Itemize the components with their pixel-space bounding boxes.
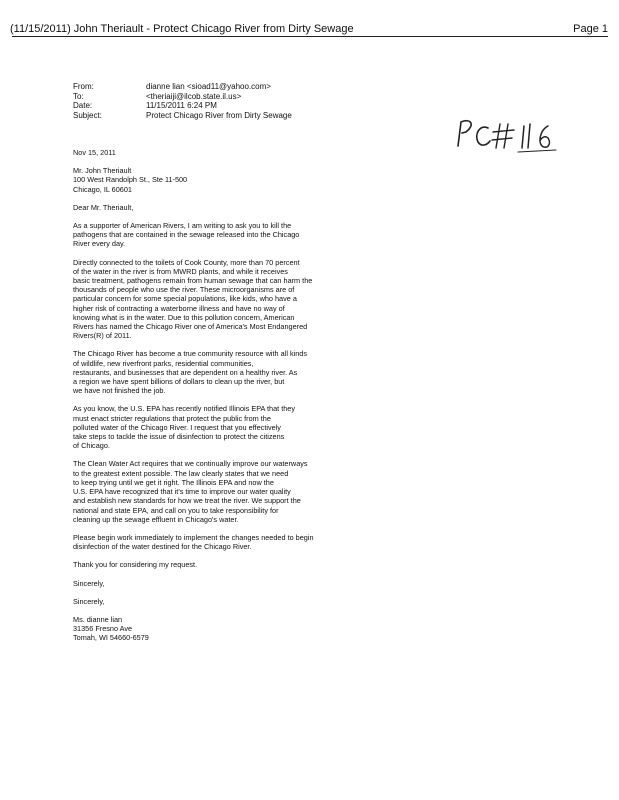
address-line: Chicago, IL 60601	[73, 184, 132, 194]
address-line: Mr. John Theriault	[73, 166, 132, 176]
date-label: Date:	[73, 101, 93, 110]
from-value: dianne lian <sioad11@yahoo.com>	[146, 82, 271, 91]
to-value: <theriaiji@ilcob.state.il.us>	[146, 91, 242, 101]
paragraph-line: U.S. EPA have recognized that it's time to improve our water quality	[73, 487, 291, 497]
paragraph-line: thousands of people who use the river. These microorganisms are of	[73, 285, 295, 295]
paragraph-line: As a supporter of American Rivers, I am writing to ask you to kill the	[73, 221, 292, 231]
paragraph-line: higher risk of contracting a waterborne illness and have no way of	[73, 303, 285, 313]
paragraph-1	[73, 221, 348, 249]
closing: Sincerely,	[73, 578, 105, 588]
header-divider	[12, 36, 608, 37]
paragraph-6	[73, 533, 348, 551]
paragraph-line: Rivers(R) of 2011.	[73, 331, 132, 341]
paragraph-line: polluted water of the Chicago River. I request that you effectively	[73, 422, 281, 432]
from-label: From:	[73, 82, 94, 91]
paragraph-line: Directly connected to the toilets of Cook County, more than 70 percent	[73, 257, 300, 267]
closing: Sincerely,	[73, 596, 105, 606]
address-line: 100 West Randolph St., Ste 11-500	[73, 175, 188, 185]
to-row	[73, 92, 292, 102]
letter-date: Nov 15, 2011	[73, 148, 116, 157]
paragraph-line: Please begin work immediately to implement the changes needed to begin	[73, 532, 314, 542]
paragraph-line: national and state EPA, and call on you to take responsibility for	[73, 505, 279, 515]
paragraph-line: of Chicago.	[73, 441, 110, 451]
paragraph-3	[73, 349, 348, 395]
email-metadata	[73, 82, 292, 120]
signature-block	[73, 615, 348, 643]
paragraph-line: The Chicago River has become a true community resource with all kinds	[73, 349, 308, 359]
paragraph-line: knowing what is in the water. Due to this pollution concern, American	[73, 312, 295, 322]
page-number: Page 1	[573, 23, 608, 35]
signature-line: 31356 Fresno Ave	[73, 624, 133, 634]
subject-label: Subject:	[73, 110, 102, 120]
to-label: To:	[73, 91, 84, 101]
paragraph-line: basic treatment, pathogens remain from human sewage that can harm the	[73, 276, 313, 286]
paragraph-line: to keep trying until we get it right. The Illinois EPA and now the	[73, 477, 274, 487]
paragraph-line: As you know, the U.S. EPA has recently notified Illinois EPA that they	[73, 404, 295, 414]
salutation: Dear Mr. Theriault,	[73, 202, 134, 212]
paragraph-line: of wildlife, new riverfront parks, residential communities,	[73, 358, 254, 368]
paragraph-line: a region we have spent billions of dollars to clean up the river, but	[73, 377, 285, 387]
paragraph-4	[73, 404, 348, 450]
subject-row	[73, 111, 292, 121]
paragraph-line: must enact stricter regulations that protect the public from the	[73, 413, 271, 423]
letter-body	[73, 148, 348, 643]
paragraph-2	[73, 258, 348, 341]
paragraph-line: to the greatest extent possible. The law clearly states that we need	[73, 468, 289, 478]
paragraph-line: River every day.	[73, 239, 126, 249]
paragraph-line: of the water in the river is from MWRD plants, and while it receives	[73, 266, 288, 276]
recipient-address	[73, 166, 348, 194]
signature-line: Ms. dianne lian	[73, 614, 123, 624]
handwritten-pc-number	[452, 116, 562, 156]
paragraph-line: particular concern for some special populations, like kids, who have a	[73, 294, 297, 304]
date-value: 11/15/2011 6:24 PM	[146, 101, 217, 110]
paragraph-line: we have not finished the job.	[73, 386, 166, 396]
paragraph-line: take steps to tackle the issue of disinfection to protect the citizens	[73, 432, 285, 442]
subject-value: Protect Chicago River from Dirty Sewage	[146, 110, 292, 120]
paragraph-line: pathogens that are contained in the sewage released into the Chicago	[73, 230, 300, 240]
from-row	[73, 82, 292, 92]
paragraph-line: and establish new standards for how we treat the river. We support the	[73, 496, 301, 506]
paragraph-line: restaurants, and businesses that are dependent on a healthy river. As	[73, 367, 298, 377]
paragraph-line: Rivers has named the Chicago River one of America's Most Endangered	[73, 322, 308, 332]
date-row	[73, 101, 292, 111]
signature-line: Tomah, WI 54660-6579	[73, 633, 149, 643]
paragraph-line: The Clean Water Act requires that we continually improve our waterways	[73, 459, 308, 469]
paragraph-5	[73, 459, 348, 523]
document-title: (11/15/2011) John Theriault - Protect Chicago River from Dirty Sewage	[10, 23, 354, 35]
thanks-line: Thank you for considering my request.	[73, 560, 198, 570]
paragraph-line: disinfection of the water destined for the Chicago River.	[73, 542, 252, 552]
paragraph-line: cleaning up the sewage effluent in Chicago's water.	[73, 514, 239, 524]
